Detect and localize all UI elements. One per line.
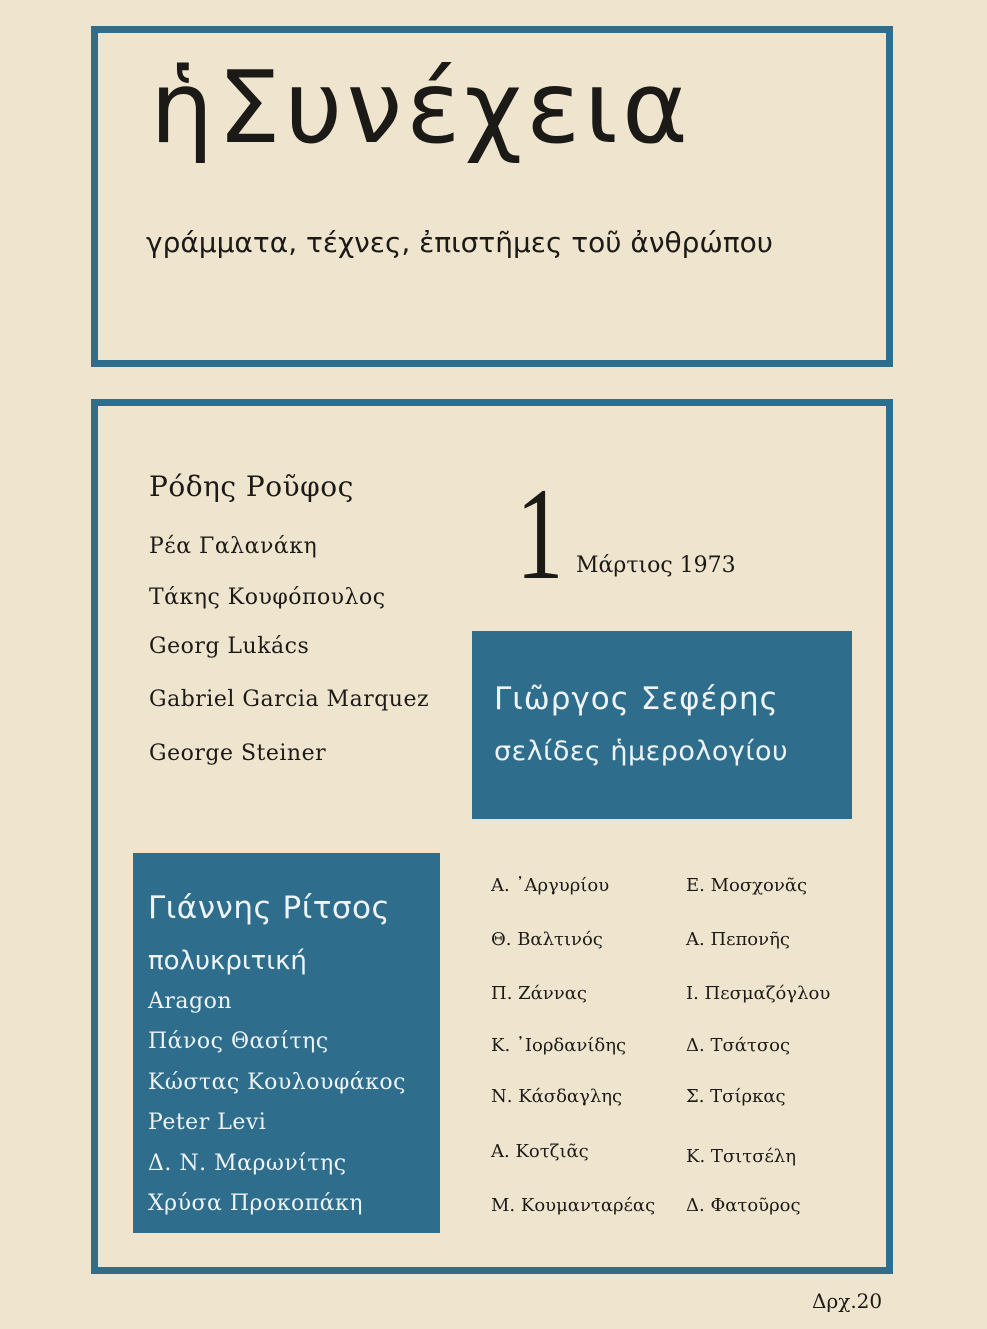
feature-box-ritsos [133, 853, 440, 1233]
contributor-item: Α. ᾿Αργυρίου [491, 875, 610, 896]
author-item: Georg Lukács [149, 634, 310, 659]
ritsos-contributor: Peter Levi [148, 1110, 267, 1135]
ritsos-contributor: Πάνος Θασίτης [148, 1029, 329, 1054]
magazine-title: ἡΣυνέχεια [150, 49, 692, 166]
author-item: Gabriel Garcia Marquez [149, 687, 430, 712]
ritsos-contributor: Aragon [148, 989, 233, 1014]
author-item: George Steiner [149, 741, 327, 766]
magazine-subtitle: γράμματα, τέχνες, ἐπιστῆμες τοῦ ἀνθρώπου [146, 226, 774, 259]
feature-subtitle: σελίδες ἡμερολογίου [494, 736, 789, 767]
contributor-item: Μ. Κουμανταρέας [491, 1195, 656, 1216]
contributor-item: Π. Ζάννας [491, 983, 587, 1004]
feature-box-seferis [472, 631, 852, 819]
contributor-item: Κ. Τσιτσέλη [686, 1146, 797, 1167]
author-item: Ρόδης Ροῦφος [149, 470, 354, 503]
ritsos-title: Γιάννης Ρίτσος [148, 890, 391, 926]
price-label: Δρχ.20 [812, 1289, 883, 1313]
ritsos-contributor: Χρύσα Προκοπάκη [148, 1191, 363, 1216]
contributor-item: Α. Πεπονῆς [686, 929, 790, 950]
contributor-item: Σ. Τσίρκας [686, 1086, 786, 1107]
contributor-item: Ν. Κάσδαγλης [491, 1086, 623, 1107]
contributor-item: Δ. Τσάτσος [686, 1035, 791, 1056]
contributor-item: Ε. Μοσχονᾶς [686, 875, 808, 896]
ritsos-contributor: Κώστας Κουλουφάκος [148, 1070, 406, 1095]
contributor-item: Κ. ᾿Ιορδανίδης [491, 1035, 627, 1056]
contributor-item: Θ. Βαλτινός [491, 929, 603, 950]
ritsos-subtitle: πολυκριτική [148, 946, 307, 976]
author-item: Ρέα Γαλανάκη [149, 534, 318, 559]
contributor-item: Ι. Πεσμαζόγλου [686, 983, 831, 1004]
feature-author: Γιῶργος Σεφέρης [494, 681, 779, 717]
contributor-item: Δ. Φατοῦρος [686, 1195, 801, 1216]
issue-number: 1 [516, 460, 564, 607]
ritsos-contributor: Δ. Ν. Μαρωνίτης [148, 1151, 347, 1176]
author-item: Τάκης Κουφόπουλος [149, 585, 386, 610]
contributor-item: Α. Κοτζιᾶς [491, 1141, 589, 1162]
issue-date: Μάρτιος 1973 [576, 553, 736, 578]
